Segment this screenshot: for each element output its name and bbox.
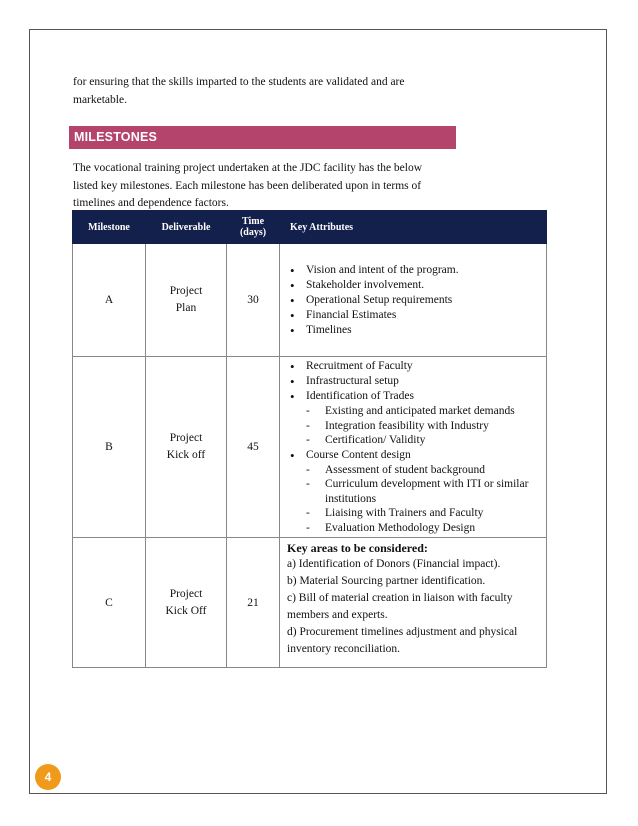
attribute-item	[287, 389, 540, 404]
attribute-list	[287, 263, 540, 338]
intro-paragraph	[73, 73, 473, 109]
sub-item: - Curriculum development with ITI or similar institutions	[287, 477, 540, 506]
section-paragraph	[73, 160, 473, 213]
deliverable-line: Project	[169, 432, 203, 444]
header-time-line: (days)	[239, 227, 267, 238]
key-area-line: d) Procurement timelines adjustment and physical inventory reconciliation.	[287, 626, 518, 655]
deliverable-line: Project	[169, 587, 203, 600]
attribute-item: • Operational Setup requirements	[287, 293, 540, 308]
trade-subitem-list	[287, 404, 540, 448]
milestones-table	[72, 210, 547, 668]
attribute-item: • Vision and intent of the program.	[287, 263, 540, 278]
deliverable-line: Kick off	[166, 449, 206, 461]
header-deliverable: Deliverable	[146, 211, 227, 244]
time-cell: 45	[227, 357, 280, 538]
attribute-item: • Infrastructural setup	[287, 374, 540, 389]
header-milestone: Milestone	[73, 211, 146, 244]
deliverable-cell	[146, 244, 227, 357]
attribute-item: • Course Content design	[287, 448, 540, 463]
key-area-line: b) Material Sourcing partner identification.	[287, 575, 486, 587]
header-time	[227, 211, 280, 244]
deliverable-cell	[146, 538, 227, 668]
course-subitem-list	[287, 463, 540, 536]
header-time-line: Time	[241, 216, 265, 227]
sub-item: - Evaluation Methodology Design	[287, 521, 540, 536]
attribute-item-text: Identification of Trades	[306, 390, 414, 402]
key-area-line: c) Bill of material creation in liaison with faculty members and experts.	[287, 592, 513, 621]
attribute-list	[287, 448, 540, 463]
section-heading-milestones: MILESTONES	[69, 126, 456, 149]
sub-item: - Liaising with Trainers and Faculty	[287, 506, 540, 521]
attribute-item: • Recruitment of Faculty	[287, 359, 540, 374]
table-row	[73, 244, 547, 357]
deliverable-line: Kick Off	[165, 604, 207, 617]
attribute-item: • Financial Estimates	[287, 308, 540, 323]
sub-item: - Assessment of student background	[287, 463, 540, 478]
attribute-item: • Timelines	[287, 323, 540, 338]
sub-item: - Certification/ Validity	[287, 433, 540, 448]
attributes-cell	[280, 538, 547, 668]
intro-line: for ensuring that the skills imparted to the students are validated and are	[73, 76, 405, 88]
sub-item: - Integration feasibility with Industry	[287, 419, 540, 434]
page-number-badge: 4	[35, 764, 61, 790]
time-cell: 30	[227, 244, 280, 357]
deliverable-cell	[146, 357, 227, 538]
deliverable-line: Plan	[175, 302, 197, 314]
milestone-cell: A	[73, 244, 146, 357]
time-cell: 21	[227, 538, 280, 668]
sub-item: - Existing and anticipated market demands	[287, 404, 540, 419]
attributes-cell	[280, 357, 547, 538]
header-key-attributes: Key Attributes	[280, 211, 547, 244]
deliverable-line: Project	[169, 285, 203, 297]
key-areas-title: Key areas to be considered:	[287, 541, 428, 555]
section-line: The vocational training project undertaken at the JDC facility has the below	[73, 162, 423, 174]
table-row	[73, 538, 547, 668]
attribute-list	[287, 359, 540, 404]
table-header-row	[73, 211, 547, 244]
intro-line: marketable.	[73, 94, 127, 106]
milestone-cell: B	[73, 357, 146, 538]
attribute-item: • Stakeholder involvement.	[287, 278, 540, 293]
section-line: timelines and dependence factors.	[73, 197, 229, 209]
attributes-cell	[280, 244, 547, 357]
milestone-cell: C	[73, 538, 146, 668]
table-row	[73, 357, 547, 538]
section-line: listed key milestones. Each milestone has been deliberated upon in terms of	[73, 179, 422, 192]
key-area-line: a) Identification of Donors (Financial impact).	[287, 558, 501, 570]
